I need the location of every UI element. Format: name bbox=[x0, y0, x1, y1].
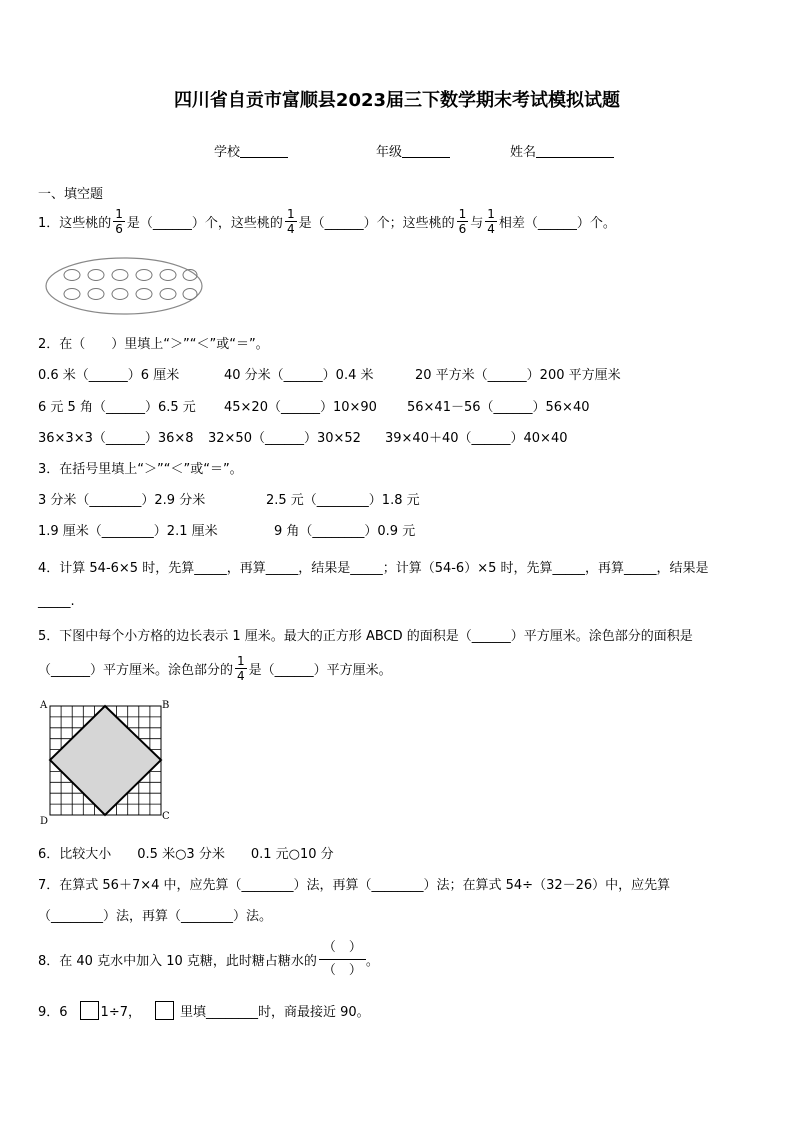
question-4: 4．计算 54-6×5 时，先算_____，再算_____，结果是_____；计算（54-6）×5 时，先算_____，再算_____，结果是 bbox=[38, 561, 709, 576]
question-1 bbox=[38, 203, 616, 239]
q3-r2c1: 1.9 厘米（________）2.1 厘米 bbox=[38, 524, 218, 539]
page-title: 四川省自贡市富顺县2023届三下数学期末考试模拟试题 bbox=[173, 90, 621, 111]
question-6: 6．比较大小 0.5 米○3 分米 0.1 元○10 分 bbox=[38, 847, 334, 862]
q1-text-2: 是（______）个，这些桃的 bbox=[126, 215, 283, 231]
fraction-1-6b: $\frac{1}{6}$ bbox=[458, 206, 467, 236]
answer-box[interactable] bbox=[80, 1001, 99, 1020]
question-3: 3．在括号里填上“＞”“＜”或“＝”。 bbox=[38, 462, 243, 477]
question-2: 2．在（ ）里填上“＞”“＜”或“＝”。 bbox=[38, 337, 269, 352]
q2-r3c3: 39×40＋40（______）40×40 bbox=[385, 431, 568, 446]
fraction-1-4: $\frac{1}{4}$ bbox=[286, 206, 295, 236]
q1-text-5: 相差（______）个。 bbox=[498, 215, 616, 231]
peaches-figure bbox=[44, 256, 204, 318]
q5-text-b: 是（______）平方厘米。 bbox=[248, 662, 392, 678]
q2-r2c2: 45×20（______）10×90 bbox=[224, 400, 377, 415]
q2-r3c1: 36×3×3（______）36×8 bbox=[38, 431, 194, 446]
q2-r3c2: 32×50（______）30×52 bbox=[208, 431, 361, 446]
school-field[interactable] bbox=[214, 141, 288, 160]
q2-r2c3: 56×41－56（______）56×40 bbox=[407, 400, 590, 415]
q5-text-a: （______）平方厘米。涂色部分的 bbox=[38, 662, 234, 678]
fraction-1-4b: $\frac{1}{4}$ bbox=[487, 206, 495, 236]
name-label: 姓名 bbox=[510, 145, 537, 160]
question-9 bbox=[38, 1001, 370, 1020]
label-a: A bbox=[40, 700, 48, 711]
q2-r2c1: 6 元 5 角（______）6.5 元 bbox=[38, 400, 196, 415]
school-label: 学校 bbox=[214, 145, 241, 160]
section-heading: 一、填空题 bbox=[38, 187, 104, 202]
q2-r1c2: 40 分米（______）0.4 米 bbox=[224, 368, 374, 383]
grade-label: 年级 bbox=[376, 145, 403, 160]
shaded-square bbox=[50, 706, 161, 815]
name-field[interactable] bbox=[510, 141, 614, 160]
q2-r1c3: 20 平方米（______）200 平方厘米 bbox=[415, 368, 621, 383]
fraction-1-6: $\frac{1}{6}$ bbox=[115, 206, 123, 236]
grid-figure bbox=[36, 698, 176, 828]
label-c: C bbox=[162, 811, 170, 822]
q9-text-3: 里填________时，商最接近 90。 bbox=[179, 1005, 370, 1020]
question-5-cont bbox=[38, 650, 392, 686]
label-b: B bbox=[162, 700, 170, 711]
label-d: D bbox=[40, 816, 49, 827]
q3-r1c1: 3 分米（________）2.9 分米 bbox=[38, 493, 206, 508]
q3-r1c2: 2.5 元（________）1.8 元 bbox=[266, 493, 420, 508]
answer-box-2[interactable] bbox=[155, 1001, 174, 1020]
question-4-cont: _____. bbox=[38, 594, 75, 609]
grade-field[interactable] bbox=[376, 141, 450, 160]
q8-end: 。 bbox=[365, 953, 379, 969]
q3-r2c2: 9 角（________）0.9 元 bbox=[274, 524, 416, 539]
q1-text-1: 1．这些桃的 bbox=[38, 215, 112, 231]
question-7-cont: （________）法，再算（________）法。 bbox=[38, 909, 273, 924]
q9-text-1: 9．6 bbox=[38, 1005, 68, 1020]
answer-fraction[interactable]: （ ） （ ） bbox=[319, 937, 366, 982]
q1-text-4: 与 bbox=[470, 215, 484, 231]
q9-text-2: 1÷7， bbox=[100, 1005, 141, 1020]
fraction-1-4c: $\frac{1}{4}$ bbox=[237, 653, 245, 683]
q2-r1c1: 0.6 米（______）6 厘米 bbox=[38, 368, 180, 383]
q8-text: 8．在 40 克水中加入 10 克糖，此时糖占糖水的 bbox=[38, 953, 317, 969]
question-7: 7．在算式 56＋7×4 中，应先算（________）法，再算（________）法；在算式 54÷（32－26）中，应先算 bbox=[38, 878, 671, 893]
question-8 bbox=[38, 936, 379, 982]
question-5: 5．下图中每个小方格的边长表示 1 厘米。最大的正方形 ABCD 的面积是（______）平方厘米。涂色部分的面积是 bbox=[38, 629, 693, 644]
q1-text-3: 是（______）个；这些桃的 bbox=[298, 215, 455, 231]
